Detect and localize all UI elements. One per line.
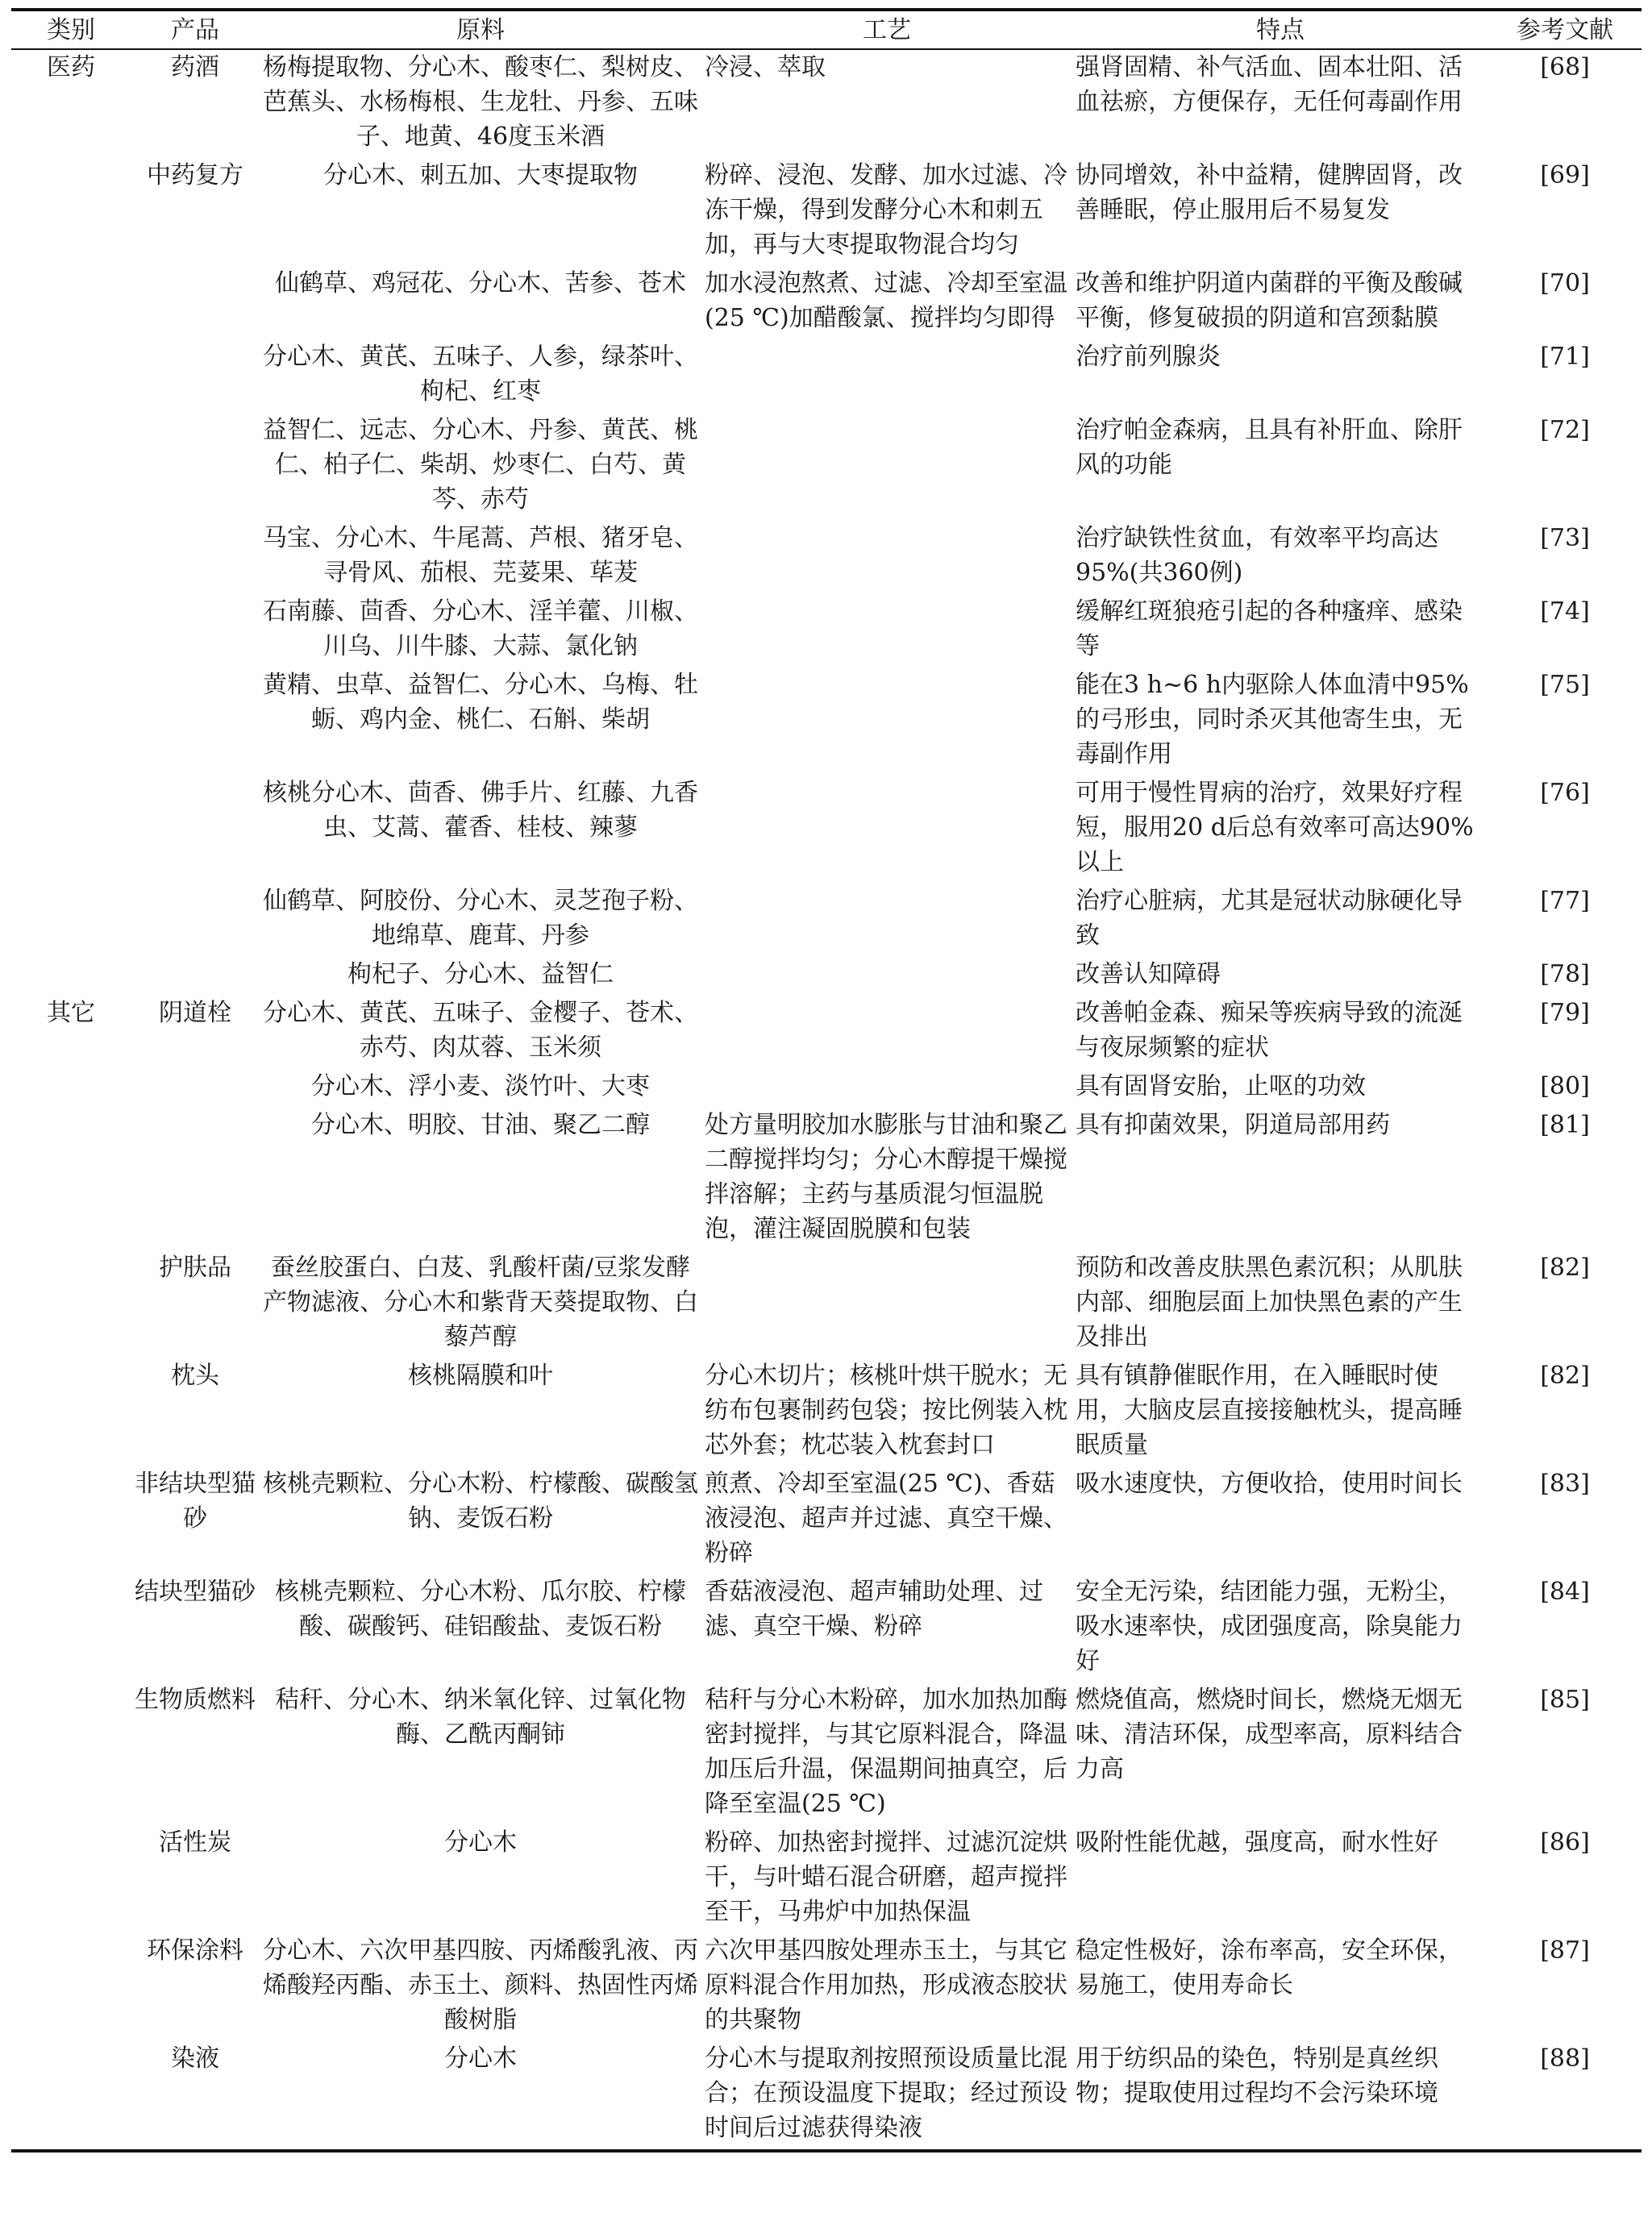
product-table	[11, 8, 1642, 2153]
header-process: 工艺	[863, 15, 911, 44]
cell-reference: [76]	[1540, 779, 1590, 807]
cell-raw-materials: 石南藤、茴香、分心木、淫羊藿、川椒、川乌、川牛膝、大蒜、氯化钠	[263, 597, 698, 660]
cell-raw-materials: 黄精、虫草、益智仁、分心木、乌梅、牡蛎、鸡内金、桃仁、石斛、柴胡	[263, 671, 698, 734]
cell-raw-materials: 杨梅提取物、分心木、酸枣仁、梨树皮、芭蕉头、水杨梅根、生龙牡、丹参、五味子、地黄、46度玉米酒	[263, 53, 698, 151]
table-row	[11, 1069, 1642, 1108]
cell-features: 具有固肾安胎，止呕的功效	[1076, 1072, 1366, 1100]
cell-process	[701, 884, 1072, 957]
cell-raw-materials: 益智仁、远志、分心木、丹参、黄芪、桃仁、柏子仁、柴胡、炒枣仁、白芍、黄芩、赤芍	[263, 416, 698, 514]
cell-process: 粉碎、浸泡、发酵、加水过滤、冷冻干燥，得到发酵分心木和刺五加，再与大枣提取物混合均匀	[705, 161, 1067, 259]
cell-features: 改善认知障碍	[1076, 960, 1221, 988]
table-row	[11, 996, 1642, 1069]
cell-features: 用于纺织品的染色，特别是真丝织物；提取使用过程均不会污染环境	[1076, 2044, 1438, 2107]
table-row	[11, 594, 1642, 668]
cell-features: 改善帕金森、痴呆等疾病导致的流涎与夜尿频繁的症状	[1076, 999, 1463, 1062]
cell-features: 吸水速度快，方便收拾，使用时间长	[1076, 1470, 1463, 1498]
cell-product: 枕头	[171, 1362, 219, 1390]
cell-product: 中药复方	[147, 161, 243, 189]
cell-raw-materials: 仙鹤草、阿胶份、分心木、灵芝孢子粉、地绵草、鹿茸、丹参	[263, 887, 698, 950]
cell-features: 治疗缺铁性贫血，有效率平均高达95%(共360例)	[1076, 524, 1438, 587]
cell-features: 稳定性极好，涂布率高，安全环保，易施工，使用寿命长	[1076, 1936, 1463, 1999]
table-header	[11, 10, 1642, 49]
cell-reference: [74]	[1540, 597, 1590, 626]
cell-raw-materials: 核桃隔膜和叶	[408, 1362, 553, 1390]
cell-process	[701, 594, 1072, 668]
cell-category	[11, 1108, 131, 1250]
table-row	[11, 1574, 1642, 1683]
cell-reference: [84]	[1540, 1578, 1590, 1606]
cell-product: 药酒	[171, 53, 219, 81]
cell-product	[131, 594, 260, 668]
cell-product	[131, 668, 260, 776]
table-row	[11, 1358, 1642, 1466]
cell-category	[11, 1933, 131, 2041]
cell-category	[11, 1825, 131, 1933]
cell-raw-materials: 分心木、六次甲基四胺、丙烯酸乳液、丙烯酸羟丙酯、赤玉土、颜料、热固性丙烯酸树脂	[263, 1936, 698, 2034]
cell-product	[131, 1108, 260, 1250]
table-row	[11, 1108, 1642, 1250]
cell-process: 秸秆与分心木粉碎，加水加热加酶密封搅拌，与其它原料混合，降温加压后升温，保温期间抽真空，后降至室温(25 ℃)	[705, 1686, 1067, 1818]
cell-reference: [79]	[1540, 999, 1590, 1027]
header-product: 产品	[171, 15, 219, 44]
cell-product	[131, 776, 260, 884]
cell-reference: [77]	[1540, 887, 1590, 915]
cell-category	[11, 957, 131, 996]
cell-category	[11, 1250, 131, 1358]
cell-process	[701, 1250, 1072, 1358]
cell-process	[701, 668, 1072, 776]
cell-process: 六次甲基四胺处理赤玉土，与其它原料混合作用加热，形成液态胶状的共聚物	[705, 1936, 1067, 2034]
cell-process	[701, 996, 1072, 1069]
table-row	[11, 158, 1642, 266]
table-row	[11, 2041, 1642, 2151]
header-features: 特点	[1256, 15, 1305, 44]
cell-category: 医药	[47, 53, 95, 81]
cell-product: 阴道栓	[159, 999, 231, 1027]
cell-process: 处方量明胶加水膨胀与甘油和聚乙二醇搅拌均匀；分心木醇提干燥搅拌溶解；主药与基质混匀恒温脱泡，灌注凝固脱膜和包装	[705, 1111, 1067, 1243]
header-reference: 参考文献	[1517, 15, 1613, 44]
table-row	[11, 776, 1642, 884]
cell-process: 香菇液浸泡、超声辅助处理、过滤、真空干燥、粉碎	[705, 1578, 1043, 1641]
cell-category	[11, 158, 131, 266]
cell-process	[701, 957, 1072, 996]
document-page	[11, 8, 1642, 2153]
cell-process	[701, 339, 1072, 413]
cell-category	[11, 776, 131, 884]
cell-category	[11, 1683, 131, 1825]
cell-reference: [88]	[1540, 2044, 1590, 2073]
cell-product: 非结块型猫砂	[135, 1470, 256, 1533]
cell-reference: [71]	[1540, 343, 1590, 371]
table-row	[11, 1683, 1642, 1825]
table-row	[11, 339, 1642, 413]
cell-reference: [73]	[1540, 524, 1590, 552]
cell-reference: [87]	[1540, 1936, 1590, 1965]
cell-product: 活性炭	[159, 1828, 231, 1857]
cell-reference: [78]	[1540, 960, 1590, 988]
table-row	[11, 521, 1642, 594]
cell-category	[11, 339, 131, 413]
cell-features: 强肾固精、补气活血、固本壮阳、活血祛瘀，方便保存，无任何毒副作用	[1076, 53, 1463, 116]
table-row	[11, 49, 1642, 158]
cell-category	[11, 884, 131, 957]
cell-reference: [82]	[1540, 1254, 1590, 1282]
cell-reference: [82]	[1540, 1362, 1590, 1390]
cell-raw-materials: 分心木、明胶、甘油、聚乙二醇	[311, 1111, 650, 1139]
cell-product	[131, 339, 260, 413]
cell-raw-materials: 分心木、黄芪、五味子、人参，绿茶叶、枸杞、红枣	[263, 343, 698, 406]
table-row	[11, 884, 1642, 957]
cell-raw-materials: 蚕丝胶蛋白、白芨、乳酸杆菌/豆浆发酵产物滤液、分心木和紫背天葵提取物、白藜芦醇	[263, 1254, 698, 1351]
cell-category	[11, 413, 131, 521]
cell-category	[11, 2041, 131, 2151]
cell-product: 结块型猫砂	[135, 1578, 256, 1606]
cell-raw-materials: 分心木	[444, 2044, 517, 2073]
table-row	[11, 1466, 1642, 1574]
cell-reference: [69]	[1540, 161, 1590, 189]
cell-reference: [72]	[1540, 416, 1590, 444]
cell-product	[131, 521, 260, 594]
header-raw-materials: 原料	[456, 15, 505, 44]
cell-category: 其它	[47, 999, 95, 1027]
cell-reference: [83]	[1540, 1470, 1590, 1498]
table-row	[11, 413, 1642, 521]
cell-process	[701, 1069, 1072, 1108]
cell-raw-materials: 秸秆、分心木、纳米氧化锌、过氧化物酶、乙酰丙酮铈	[275, 1686, 686, 1749]
cell-product: 护肤品	[159, 1254, 231, 1282]
table-row	[11, 1250, 1642, 1358]
cell-process: 煎煮、冷却至室温(25 ℃)、香菇液浸泡、超声并过滤、真空干燥、粉碎	[705, 1470, 1067, 1567]
cell-raw-materials: 核桃壳颗粒、分心木粉、柠檬酸、碳酸氢钠、麦饭石粉	[263, 1470, 698, 1533]
cell-features: 改善和维护阴道内菌群的平衡及酸碱平衡，修复破损的阴道和宫颈黏膜	[1076, 269, 1463, 332]
cell-features: 可用于慢性胃病的治疗，效果好疗程短，服用20 d后总有效率可高达90%以上	[1076, 779, 1474, 876]
cell-raw-materials: 核桃壳颗粒、分心木粉、瓜尔胶、柠檬酸、碳酸钙、硅铝酸盐、麦饭石粉	[275, 1578, 686, 1641]
cell-reference: [68]	[1540, 53, 1590, 81]
cell-category	[11, 1358, 131, 1466]
cell-process: 分心木与提取剂按照预设质量比混合；在预设温度下提取；经过预设时间后过滤获得染液	[705, 2044, 1067, 2142]
cell-features: 治疗心脏病，尤其是冠状动脉硬化导致	[1076, 887, 1463, 950]
cell-features: 具有抑菌效果，阴道局部用药	[1076, 1111, 1390, 1139]
cell-product: 生物质燃料	[135, 1686, 256, 1714]
cell-product	[131, 413, 260, 521]
header-row	[11, 10, 1642, 49]
cell-features: 能在3 h~6 h内驱除人体血清中95%的弓形虫，同时杀灭其他寄生虫，无毒副作用	[1076, 671, 1469, 768]
cell-reference: [86]	[1540, 1828, 1590, 1857]
table-row	[11, 957, 1642, 996]
cell-product	[131, 1069, 260, 1108]
cell-reference: [75]	[1540, 671, 1590, 699]
cell-category	[11, 1466, 131, 1574]
cell-raw-materials: 分心木、黄芪、五味子、金樱子、苍术、赤芍、肉苁蓉、玉米须	[263, 999, 698, 1062]
cell-process	[701, 413, 1072, 521]
cell-raw-materials: 枸杞子、分心木、益智仁	[347, 960, 614, 988]
cell-raw-materials: 马宝、分心木、牛尾蒿、芦根、猪牙皂、寻骨风、茄根、芫荽果、荜茇	[263, 524, 698, 587]
cell-reference: [81]	[1540, 1111, 1590, 1139]
table-body	[11, 49, 1642, 2151]
cell-process: 冷浸、萃取	[705, 53, 826, 81]
cell-features: 治疗帕金森病，且具有补肝血、除肝风的功能	[1076, 416, 1463, 479]
cell-process: 分心木切片；核桃叶烘干脱水；无纺布包裹制药包袋；按比例装入枕芯外套；枕芯装入枕套封口	[705, 1362, 1067, 1459]
cell-product: 环保涂料	[147, 1936, 243, 1965]
cell-product: 染液	[171, 2044, 219, 2073]
cell-features: 缓解红斑狼疮引起的各种瘙痒、感染等	[1076, 597, 1463, 660]
header-category: 类别	[47, 15, 95, 44]
cell-reference: [85]	[1540, 1686, 1590, 1714]
cell-features: 治疗前列腺炎	[1076, 343, 1221, 371]
cell-process	[701, 776, 1072, 884]
cell-raw-materials: 分心木、刺五加、大枣提取物	[323, 161, 638, 189]
cell-features: 燃烧值高，燃烧时间长，燃烧无烟无味、清洁环保，成型率高，原料结合力高	[1076, 1686, 1463, 1783]
cell-category	[11, 266, 131, 339]
cell-product	[131, 957, 260, 996]
table-row	[11, 266, 1642, 339]
cell-features: 吸附性能优越，强度高，耐水性好	[1076, 1828, 1438, 1857]
cell-category	[11, 1574, 131, 1683]
table-row	[11, 1933, 1642, 2041]
cell-raw-materials: 核桃分心木、茴香、佛手片、红藤、九香虫、艾蒿、藿香、桂枝、辣蓼	[263, 779, 698, 842]
cell-product	[131, 266, 260, 339]
cell-process: 粉碎、加热密封搅拌、过滤沉淀烘干，与叶蜡石混合研磨，超声搅拌至干，马弗炉中加热保温	[705, 1828, 1067, 1926]
cell-features: 安全无污染，结团能力强，无粉尘，吸水速率快，成团强度高，除臭能力好	[1076, 1578, 1463, 1675]
cell-process	[701, 521, 1072, 594]
cell-raw-materials: 仙鹤草、鸡冠花、分心木、苦参、苍术	[275, 269, 686, 297]
cell-reference: [70]	[1540, 269, 1590, 297]
cell-reference: [80]	[1540, 1072, 1590, 1100]
cell-features: 协同增效，补中益精，健脾固肾，改善睡眠，停止服用后不易复发	[1076, 161, 1463, 224]
cell-category	[11, 521, 131, 594]
cell-category	[11, 668, 131, 776]
table-row	[11, 1825, 1642, 1933]
cell-category	[11, 594, 131, 668]
cell-features: 预防和改善皮肤黑色素沉积；从肌肤内部、细胞层面上加快黑色素的产生及排出	[1076, 1254, 1463, 1351]
cell-category	[11, 1069, 131, 1108]
cell-raw-materials: 分心木、浮小麦、淡竹叶、大枣	[311, 1072, 650, 1100]
cell-process: 加水浸泡熬煮、过滤、冷却至室温(25 ℃)加醋酸氯、搅拌均匀即得	[705, 269, 1067, 332]
cell-features: 具有镇静催眠作用，在入睡眠时使用，大脑皮层直接接触枕头，提高睡眠质量	[1076, 1362, 1463, 1459]
cell-product	[131, 884, 260, 957]
table-row	[11, 668, 1642, 776]
cell-raw-materials: 分心木	[444, 1828, 517, 1857]
